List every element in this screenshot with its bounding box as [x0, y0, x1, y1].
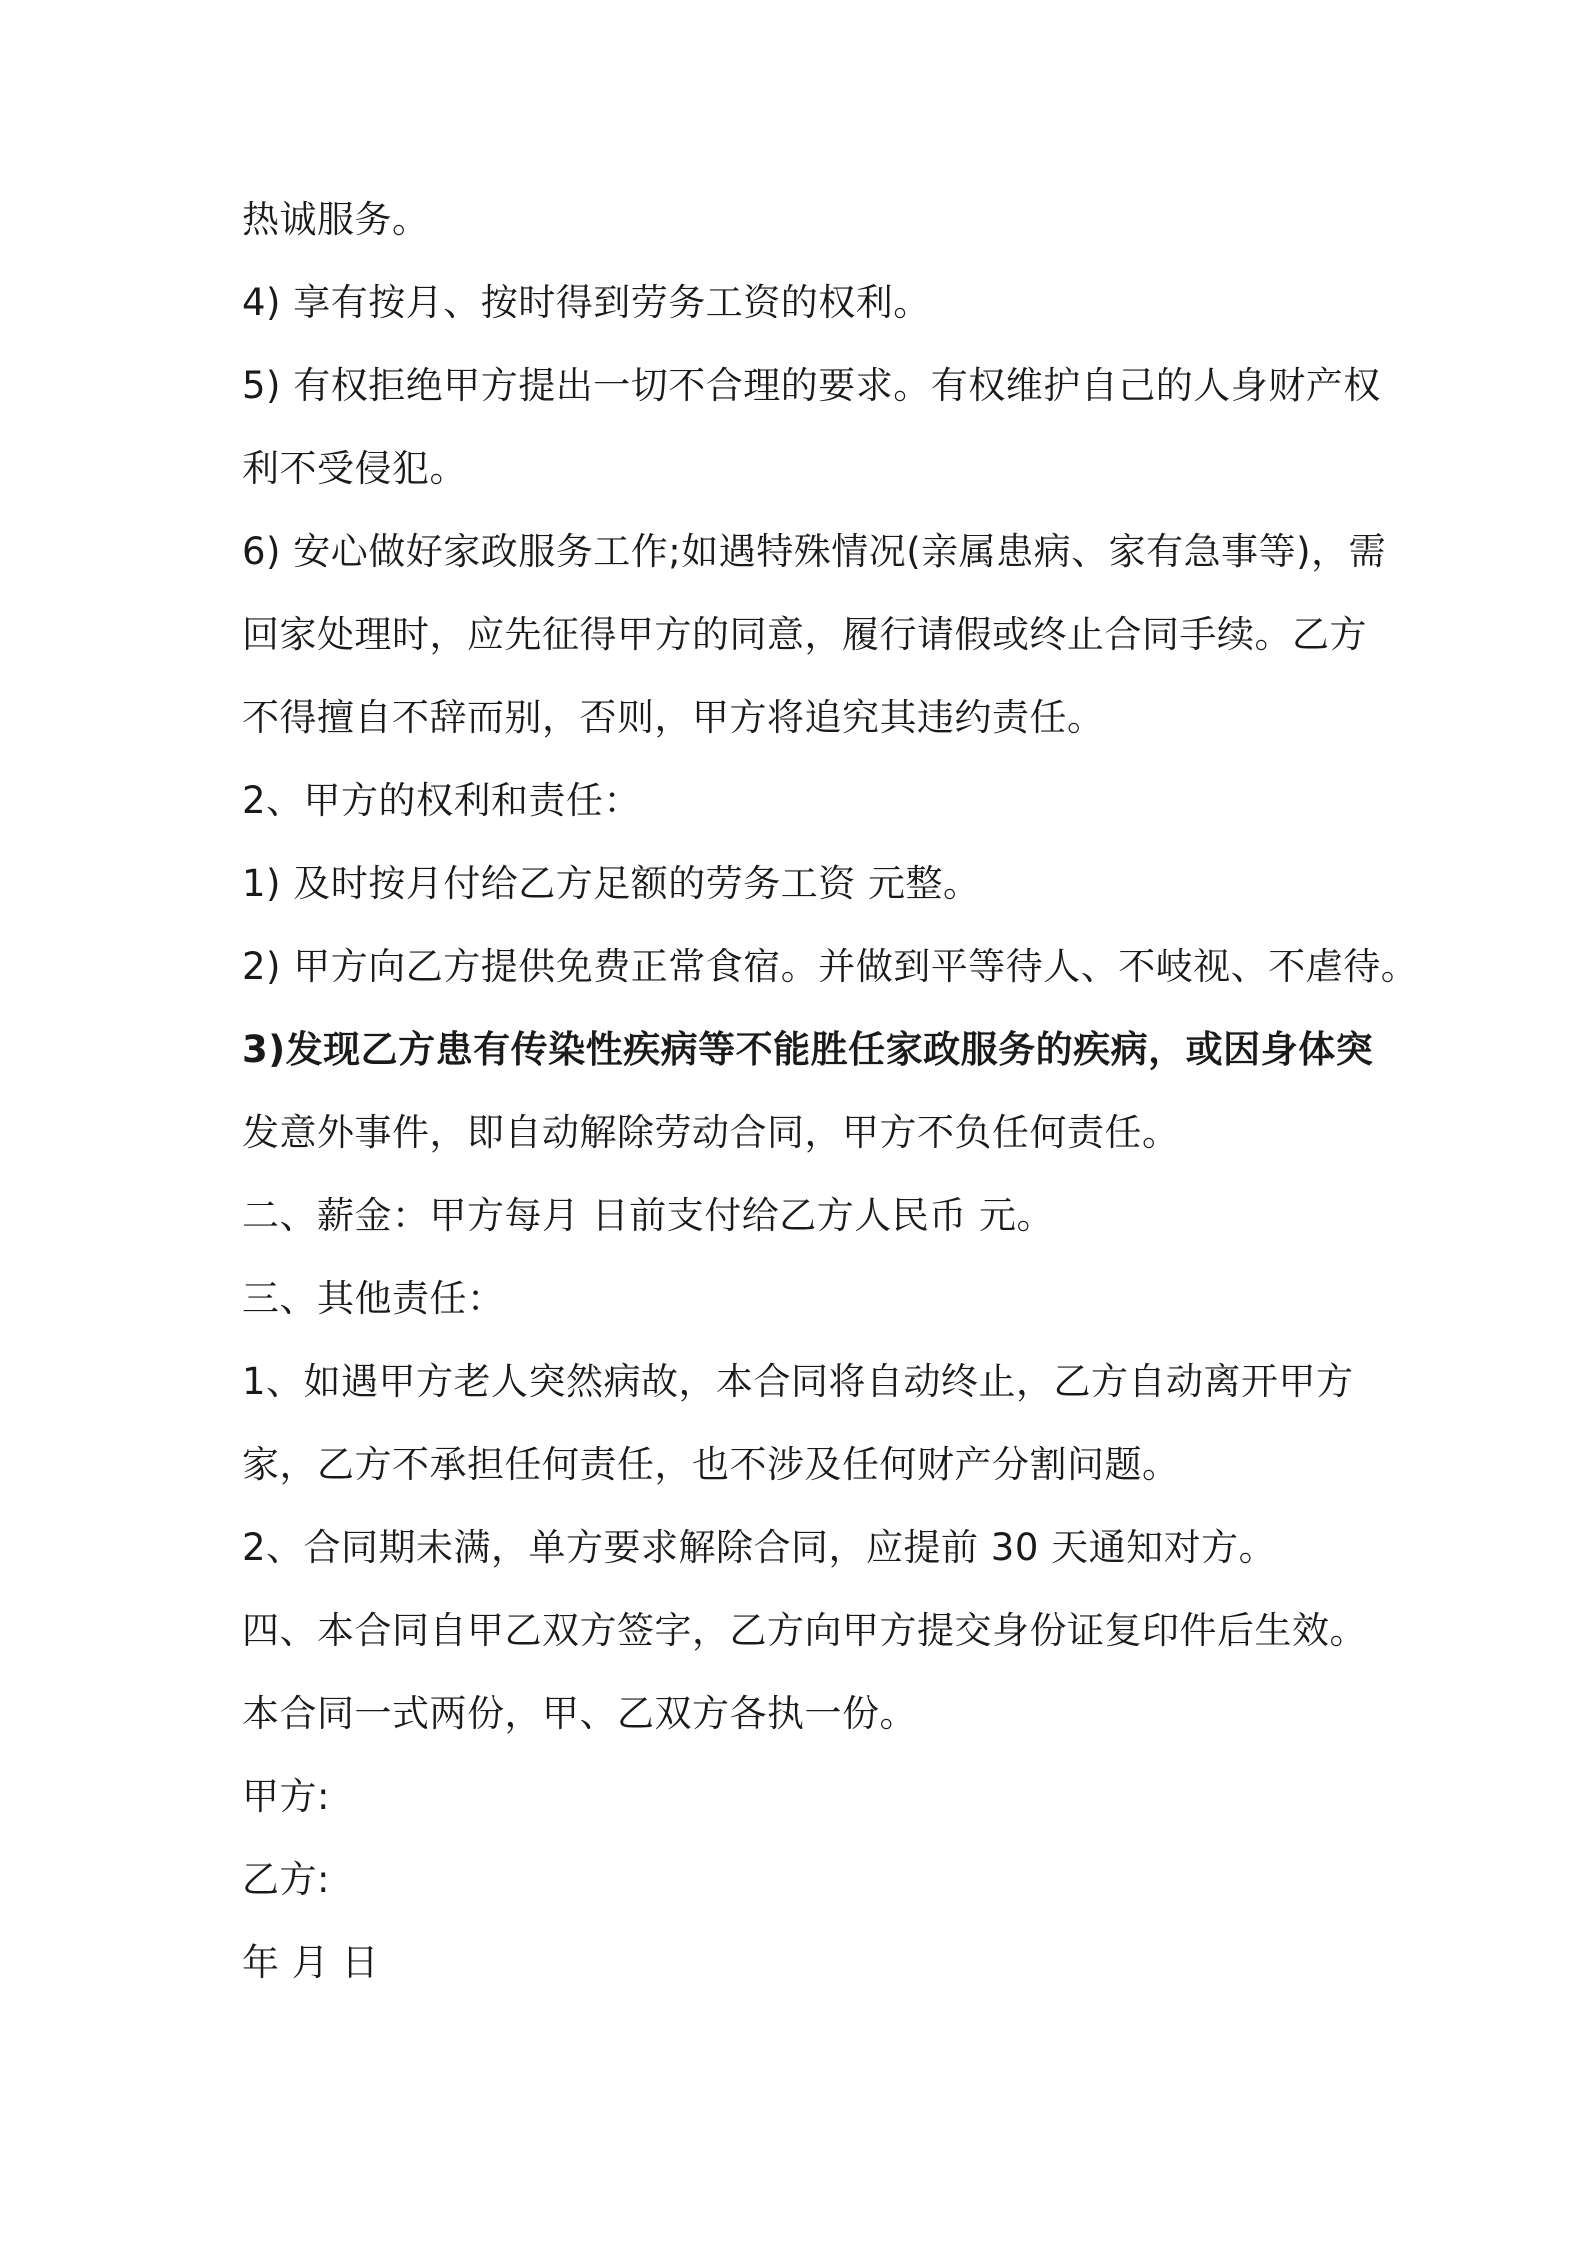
section-heading: 四、本合同自甲乙双方签字，乙方向甲方提交身份证复印件后生效。 [242, 1609, 1367, 1652]
paragraph-line: 本合同一式两份，甲、乙双方各执一份。 [242, 1692, 917, 1735]
paragraph-line: 家，乙方不承担任何责任，也不涉及任何财产分割问题。 [242, 1443, 1180, 1486]
paragraph-line: 不得擅自不辞而别，否则，甲方将追究其违约责任。 [242, 696, 1105, 739]
paragraph-line: 2) 甲方向乙方提供免费正常食宿。并做到平等待人、不岐视、不虐待。 [242, 945, 1419, 988]
section-heading: 三、其他责任： [242, 1277, 505, 1320]
paragraph-line: 5) 有权拒绝甲方提出一切不合理的要求。有权维护自己的人身财产权 [242, 364, 1381, 407]
paragraph-line: 6) 安心做好家政服务工作;如遇特殊情况(亲属患病、家有急事等)，需 [242, 530, 1387, 573]
paragraph-line: 3)发现乙方患有传染性疾病等不能胜任家政服务的疾病，或因身体突 [242, 1028, 1374, 1071]
paragraph-line: 发意外事件，即自动解除劳动合同，甲方不负任何责任。 [242, 1111, 1180, 1154]
section-heading: 2、甲方的权利和责任： [242, 779, 642, 822]
party-b-signature-label: 乙方: [242, 1858, 330, 1901]
party-a-signature-label: 甲方: [242, 1775, 330, 1818]
paragraph-line: 回家处理时，应先征得甲方的同意，履行请假或终止合同手续。乙方 [242, 613, 1367, 656]
paragraph-line: 4) 享有按月、按时得到劳务工资的权利。 [242, 281, 931, 324]
paragraph-line: 热诚服务。 [242, 198, 430, 241]
paragraph-line: 利不受侵犯。 [242, 447, 467, 490]
paragraph-line: 1、如遇甲方老人突然病故，本合同将自动终止，乙方自动离开甲方 [242, 1360, 1354, 1403]
section-heading: 二、薪金：甲方每月 日前支付给乙方人民币 元。 [242, 1194, 1055, 1237]
paragraph-line: 2、合同期未满，单方要求解除合同，应提前 30 天通知对方。 [242, 1526, 1277, 1569]
date-label: 年 月 日 [242, 1941, 380, 1984]
paragraph-line: 1) 及时按月付给乙方足额的劳务工资 元整。 [242, 862, 981, 905]
